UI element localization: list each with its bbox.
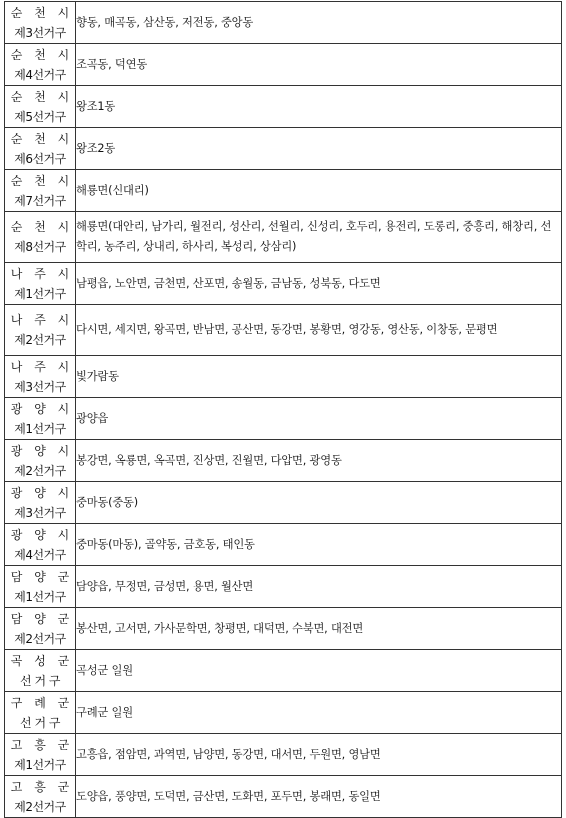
table-row	[5, 776, 562, 818]
district-region-label: 순 천 시	[10, 131, 74, 146]
district-cell	[5, 128, 76, 170]
district-cell	[5, 2, 76, 44]
district-number-label: 선 거 구	[20, 715, 60, 730]
district-cell	[5, 440, 76, 482]
district-number-label: 제2선거구	[14, 463, 66, 478]
district-cell	[5, 608, 76, 650]
district-cell	[5, 44, 76, 86]
district-cell	[5, 650, 76, 692]
district-cell	[5, 398, 76, 440]
area-cell: 중마동(중동)	[76, 482, 562, 524]
area-cell: 곡성군 일원	[76, 650, 562, 692]
district-region-label: 순 천 시	[10, 173, 74, 188]
district-cell	[5, 566, 76, 608]
area-cell: 남평읍, 노안면, 금천면, 산포면, 송월동, 금남동, 성북동, 다도면	[76, 263, 562, 305]
district-region-label: 순 천 시	[10, 5, 74, 20]
district-region-label: 광 양 시	[10, 443, 74, 458]
area-cell: 왕조2동	[76, 128, 562, 170]
district-region-label: 순 천 시	[10, 89, 74, 104]
district-cell	[5, 305, 76, 356]
district-number-label: 제2선거구	[14, 631, 66, 646]
district-region-label: 광 양 시	[10, 401, 74, 416]
table-row	[5, 440, 562, 482]
district-region-label: 순 천 시	[10, 220, 74, 234]
district-region-label: 고 흥 군	[10, 779, 74, 794]
area-cell: 봉강면, 옥룡면, 옥곡면, 진상면, 진월면, 다압면, 광영동	[76, 440, 562, 482]
district-number-label: 제3선거구	[14, 379, 66, 394]
district-region-label: 고 흥 군	[10, 737, 74, 752]
table-row	[5, 566, 562, 608]
district-number-label: 제2선거구	[14, 333, 66, 347]
district-region-label: 나 주 시	[10, 266, 74, 281]
table-row	[5, 128, 562, 170]
district-number-label: 제2선거구	[14, 799, 66, 814]
area-cell: 해룡면(신대리)	[76, 170, 562, 212]
district-cell	[5, 482, 76, 524]
district-cell	[5, 170, 76, 212]
district-number-label: 제1선거구	[14, 421, 66, 436]
district-cell	[5, 86, 76, 128]
district-cell	[5, 212, 76, 263]
table-row	[5, 692, 562, 734]
district-number-label: 제1선거구	[14, 757, 66, 772]
table-row	[5, 86, 562, 128]
district-table	[4, 1, 562, 818]
area-cell: 다시면, 세지면, 왕곡면, 반남면, 공산면, 동강면, 봉황면, 영강동, 영산동, 이창동, 문평면	[76, 305, 562, 356]
table-row	[5, 212, 562, 263]
district-region-label: 나 주 시	[10, 313, 74, 327]
district-region-label: 나 주 시	[10, 359, 74, 374]
district-region-label: 담 양 군	[10, 569, 74, 584]
district-cell	[5, 776, 76, 818]
table-row	[5, 263, 562, 305]
district-region-label: 광 양 시	[10, 485, 74, 500]
district-number-label: 제5선거구	[14, 109, 66, 124]
district-number-label: 제4선거구	[14, 67, 66, 82]
area-cell: 조곡동, 덕연동	[76, 44, 562, 86]
table-row	[5, 44, 562, 86]
area-cell: 향동, 매곡동, 삼산동, 저전동, 중앙동	[76, 2, 562, 44]
district-cell	[5, 734, 76, 776]
district-number-label: 제8선거구	[14, 240, 66, 254]
area-cell: 빛가람동	[76, 356, 562, 398]
district-number-label: 선 거 구	[20, 673, 60, 688]
district-number-label: 제3선거구	[14, 25, 66, 40]
district-region-label: 구 례 군	[10, 695, 74, 710]
district-cell	[5, 356, 76, 398]
area-cell: 담양읍, 무정면, 금성면, 용면, 월산면	[76, 566, 562, 608]
district-number-label: 제1선거구	[14, 589, 66, 604]
district-number-label: 제4선거구	[14, 547, 66, 562]
district-region-label: 광 양 시	[10, 527, 74, 542]
area-cell: 구례군 일원	[76, 692, 562, 734]
district-region-label: 곡 성 군	[10, 653, 74, 668]
table-row	[5, 482, 562, 524]
area-cell: 광양읍	[76, 398, 562, 440]
district-cell	[5, 524, 76, 566]
district-number-label: 제1선거구	[14, 286, 66, 301]
district-region-label: 순 천 시	[10, 47, 74, 62]
table-body	[5, 2, 562, 818]
table-row	[5, 170, 562, 212]
table-row	[5, 524, 562, 566]
district-number-label: 제6선거구	[14, 151, 66, 166]
area-cell: 봉산면, 고서면, 가사문학면, 창평면, 대덕면, 수북면, 대전면	[76, 608, 562, 650]
table-row	[5, 356, 562, 398]
district-region-label: 담 양 군	[10, 611, 74, 626]
area-cell: 중마동(마동), 골약동, 금호동, 태인동	[76, 524, 562, 566]
table-row	[5, 734, 562, 776]
district-number-label: 제7선거구	[14, 193, 66, 208]
table-row	[5, 398, 562, 440]
table-row	[5, 2, 562, 44]
district-number-label: 제3선거구	[14, 505, 66, 520]
area-cell: 왕조1동	[76, 86, 562, 128]
area-cell: 고흥읍, 점암면, 과역면, 남양면, 동강면, 대서면, 두원면, 영남면	[76, 734, 562, 776]
table-row	[5, 305, 562, 356]
table-row	[5, 650, 562, 692]
table-row	[5, 608, 562, 650]
district-cell	[5, 263, 76, 305]
area-cell: 도양읍, 풍양면, 도덕면, 금산면, 도화면, 포두면, 봉래면, 동일면	[76, 776, 562, 818]
area-cell: 해룡면(대안리, 남가리, 월전리, 성산리, 선월리, 신성리, 호두리, 용전리, 도롱리, 중흥리, 해창리, 선학리, 농주리, 상내리, 하사리, 복성리, 상삼리)	[76, 212, 562, 263]
district-cell	[5, 692, 76, 734]
